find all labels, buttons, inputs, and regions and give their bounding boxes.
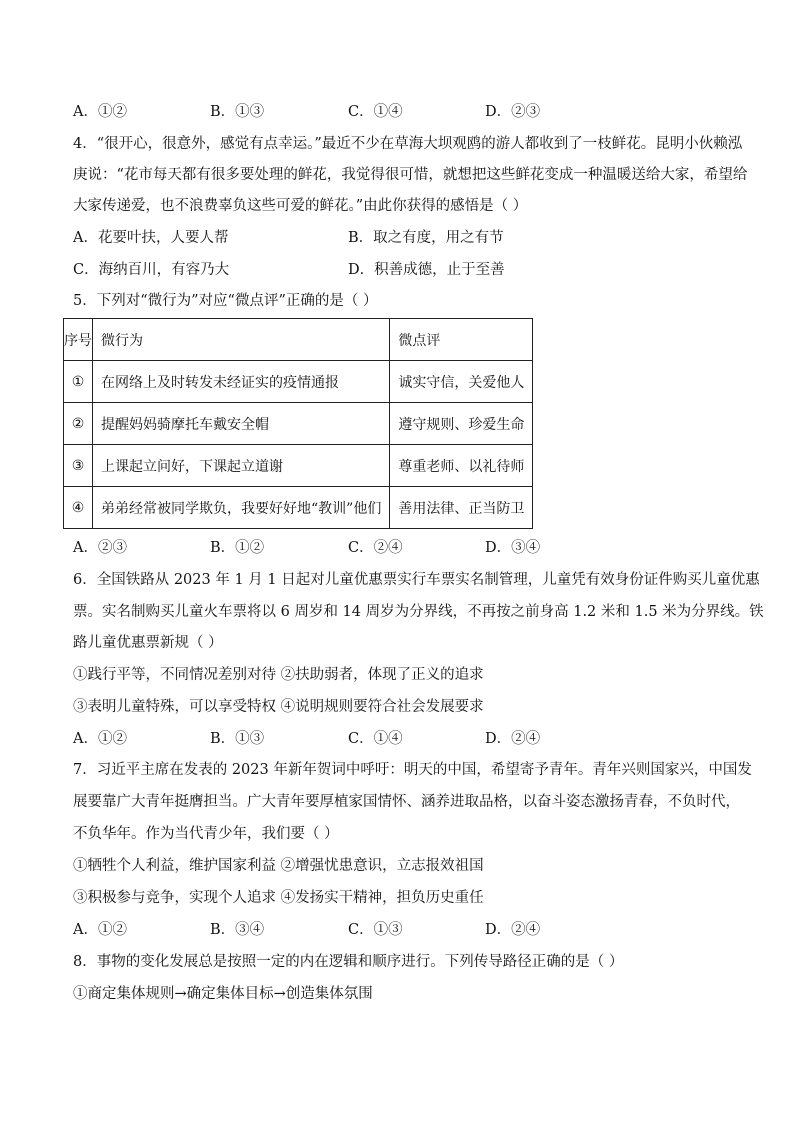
table-header-cell: 微点评: [390, 319, 533, 361]
q7-stem-line-2: 展要靠广大青年挺膺担当。广大青年要厚植家国情怀、涵养进取品格，以奋斗姿态激扬青春，不负时代，: [73, 794, 740, 810]
table-row: [64, 445, 533, 487]
q6-stem-line-2: 票。实名制购买儿童火车票将以 6 周岁和 14 周岁为分界线，不再按之前身高 1.2 米和 1.5 米为分界线。铁: [73, 604, 764, 620]
q6-stem-line-3: 路儿童优惠票新规（ ）: [73, 635, 223, 651]
table-row: [64, 403, 533, 445]
option-b[interactable]: B．取之有度，用之有节: [348, 230, 504, 246]
option-b[interactable]: B．③④: [210, 922, 265, 938]
q7-stem-line-1: 7．习近平主席在发表的 2023 年新年贺词中呼吁：明天的中国，希望寄予青年。青年兴则国家兴，中国发: [73, 762, 752, 778]
q8-stem: 8．事物的变化发展总是按照一定的内在逻辑和顺序进行。下列传导路径正确的是（ ）: [73, 954, 624, 970]
option-c[interactable]: C．①④: [348, 104, 403, 120]
table-cell: ①: [64, 361, 93, 403]
q6-statements-line-1: ①践行平等，不同情况差别对待 ②扶助弱者，体现了正义的追求: [73, 667, 484, 683]
q4-stem-line-2: 庚说：“花市每天都有很多要处理的鲜花，我觉得很可惜，就想把这些鲜花变成一种温暖送给大家，希望给: [73, 167, 748, 183]
option-d[interactable]: D．②④: [485, 922, 541, 938]
q6-options: [73, 729, 733, 749]
table-header-row: [64, 319, 533, 361]
option-d[interactable]: D．②④: [485, 731, 541, 747]
table-cell: ④: [64, 487, 93, 529]
q4-options-row-1: [73, 228, 733, 248]
q7-statements-line-2: ③积极参与竞争，实现个人追求 ④发扬实干精神，担负历史重任: [73, 890, 484, 906]
option-a[interactable]: A．花要叶扶，人要人帮: [73, 230, 229, 246]
table-cell: 上课起立问好，下课起立道谢: [93, 445, 390, 487]
option-c[interactable]: C．①③: [348, 922, 403, 938]
table-row: [64, 361, 533, 403]
table-row: [64, 487, 533, 529]
option-d[interactable]: D．③④: [485, 540, 541, 556]
option-c[interactable]: C．①④: [348, 731, 403, 747]
option-a[interactable]: A．①②: [73, 104, 127, 120]
option-a[interactable]: A．②③: [73, 540, 127, 556]
table-cell: 提醒妈妈骑摩托车戴安全帽: [93, 403, 390, 445]
option-d[interactable]: D．②③: [485, 104, 541, 120]
q7-options: [73, 920, 733, 940]
table-cell: 诚实守信，关爱他人: [390, 361, 533, 403]
option-c[interactable]: C．海纳百川，有容乃大: [73, 262, 230, 278]
option-b[interactable]: B．①③: [210, 104, 265, 120]
table-cell: ②: [64, 403, 93, 445]
option-a[interactable]: A．①②: [73, 731, 127, 747]
option-c[interactable]: C．②④: [348, 540, 403, 556]
table-header-cell: 序号: [64, 319, 93, 361]
table-cell: ③: [64, 445, 93, 487]
option-d[interactable]: D．积善成德，止于至善: [348, 262, 505, 278]
table-cell: 在网络上及时转发未经证实的疫情通报: [93, 361, 390, 403]
q5-stem: 5．下列对“微行为”对应“微点评”正确的是（ ）: [73, 293, 378, 309]
q4-options-row-2: [73, 260, 733, 280]
q7-statements-line-1: ①牺牲个人利益，维护国家利益 ②增强忧患意识，立志报效祖国: [73, 858, 484, 874]
table-cell: 善用法律、正当防卫: [390, 487, 533, 529]
q5-table: [63, 318, 533, 529]
option-a[interactable]: A．①②: [73, 922, 127, 938]
q4-stem-line-1: 4．“很开心，很意外，感觉有点幸运。”最近不少在草海大坝观鸥的游人都收到了一枝鲜花。昆明小伙赖泓: [73, 136, 743, 152]
table-cell: 尊重老师、以礼待师: [390, 445, 533, 487]
q3-options: [73, 102, 733, 122]
q6-stem-line-1: 6．全国铁路从 2023 年 1 月 1 日起对儿童优惠票实行车票实名制管理，儿童凭有效身份证件购买儿童优惠: [73, 572, 760, 588]
q4-stem-line-3: 大家传递爱，也不浪费辜负这些可爱的鲜花。”由此你获得的感悟是（ ）: [73, 198, 528, 214]
table-cell: 弟弟经常被同学欺负，我要好好地“教训”他们: [93, 487, 390, 529]
table-cell: 遵守规则、珍爱生命: [390, 403, 533, 445]
table-header-cell: 微行为: [93, 319, 390, 361]
q6-statements-line-2: ③表明儿童特殊，可以享受特权 ④说明规则要符合社会发展要求: [73, 699, 484, 715]
q8-statements-line-1: ①商定集体规则→确定集体目标→创造集体氛围: [73, 986, 373, 1002]
q7-stem-line-3: 不负华年。作为当代青少年，我们要（ ）: [73, 826, 339, 842]
option-b[interactable]: B．①②: [210, 540, 265, 556]
q5-options: [73, 538, 733, 558]
option-b[interactable]: B．①③: [210, 731, 265, 747]
